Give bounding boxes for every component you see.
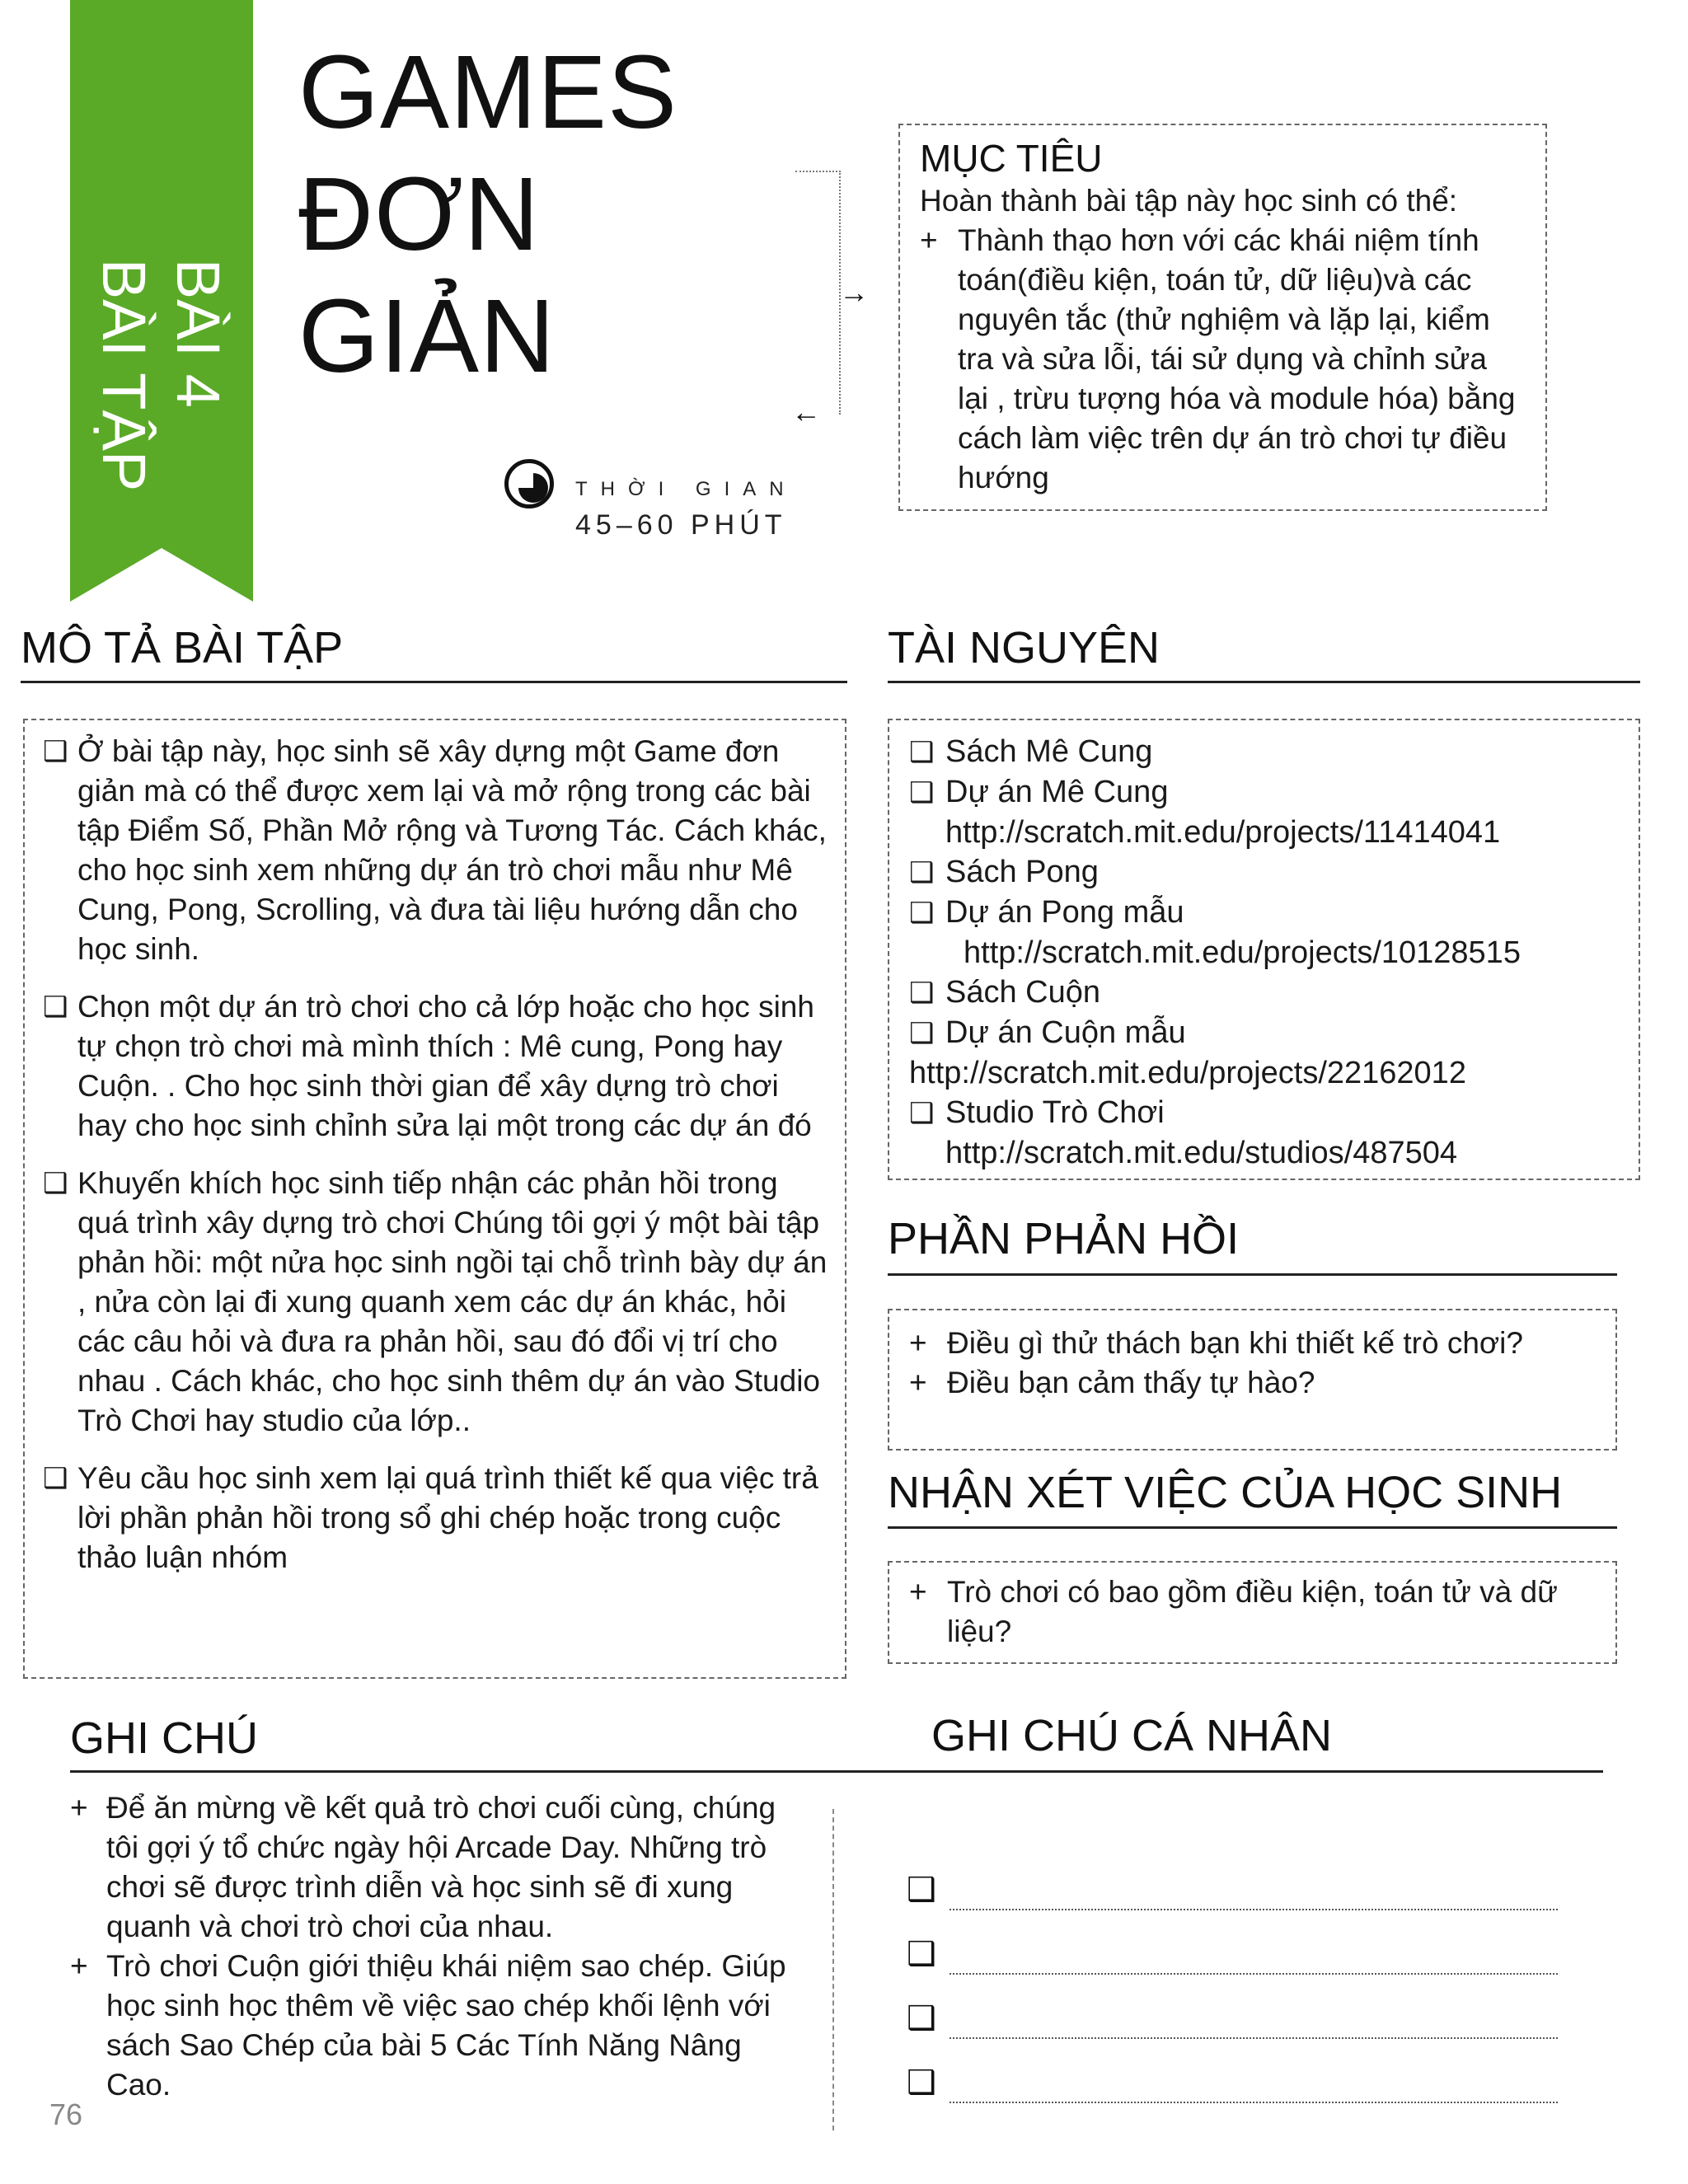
review-heading: NHẬN XÉT VIỆC CỦA HỌC SINH	[888, 1468, 1563, 1517]
note-text: Trò chơi Cuộn giới thiệu khái niệm sao chép. Giúp học sinh học thêm về việc sao chép khối lệnh với sách Sao Chép của bài 5 Các Tính Năng Nâng Cao.	[106, 1949, 786, 2102]
plus-marker: +	[909, 1366, 927, 1399]
plus-marker: +	[70, 1791, 88, 1825]
resource-link[interactable]: http://scratch.mit.edu/projects/11414041	[945, 815, 1501, 850]
objective-item	[920, 221, 1526, 498]
resource-item	[909, 772, 1619, 813]
arrow-left-icon: ←	[791, 395, 821, 429]
description-item	[43, 1164, 828, 1441]
note-item	[70, 1947, 795, 2105]
note-item	[70, 1788, 795, 1947]
personal-note-line[interactable]	[907, 2064, 1558, 2103]
personal-note-line[interactable]	[907, 1872, 1558, 1910]
description-item	[43, 1459, 828, 1577]
plus-marker: +	[920, 223, 938, 257]
banner-text	[87, 259, 235, 491]
resource-label: Dự án Mê Cung	[945, 775, 1169, 809]
review-item	[909, 1572, 1596, 1652]
personal-notes-heading: GHI CHÚ CÁ NHÂN	[931, 1711, 1333, 1760]
page-title	[298, 31, 678, 397]
description-text: Yêu cầu học sinh xem lại quá trình thiết kế qua việc trả lời phần phản hồi trong sổ ghi chép hoặc trong cuộc thảo luận nhóm	[77, 1461, 818, 1574]
checkbox-icon: ❑	[43, 736, 68, 767]
resource-label: Studio Trò Chơi	[945, 1095, 1165, 1130]
checkbox-icon[interactable]: ❑	[907, 2000, 936, 2036]
checkbox-icon: ❑	[909, 1018, 935, 1049]
objective-text: Thành thạo hơn với các khái niệm tính toán(điều kiện, toán tử, dữ liệu)và các nguyên tắc (thử nghiệm và lặp lại, kiểm tra và sửa lỗi, tái sử dụng và chỉnh sửa lại , trừu tượng hóa và module hóa) bằng cách làm việc trên dự án trò chơi tự điều hướng	[958, 223, 1516, 494]
plus-marker: +	[909, 1575, 927, 1609]
notes-divider	[832, 1809, 834, 2130]
resource-label: Dự án Cuộn mẫu	[945, 1015, 1186, 1050]
write-line	[950, 1909, 1558, 1910]
resources-box	[888, 719, 1640, 1180]
checkbox-icon[interactable]: ❑	[907, 2064, 936, 2101]
feedback-item	[909, 1363, 1596, 1403]
resources-heading: TÀI NGUYÊN	[888, 623, 1160, 673]
checkbox-icon: ❑	[43, 991, 68, 1023]
note-text: Để ăn mừng về kết quả trò chơi cuối cùng, chúng tôi gợi ý tổ chức ngày hội Arcade Day. Những trò chơi sẽ được trình diễn và học sinh sẽ đi xung quanh và chơi trò chơi của nhau.	[106, 1791, 776, 1943]
checkbox-icon[interactable]: ❑	[907, 1936, 936, 1972]
title-line-3: GIẢN	[298, 278, 556, 394]
resource-item	[909, 972, 1619, 1013]
resource-item	[909, 1013, 1619, 1053]
checkbox-icon: ❑	[909, 898, 935, 929]
checkbox-icon: ❑	[909, 737, 935, 768]
resource-link[interactable]: http://scratch.mit.edu/projects/22162012	[909, 1056, 1466, 1090]
description-text: Chọn một dự án trò chơi cho cả lớp hoặc cho học sinh tự chọn trò chơi mà mình thích : Mê cung, Pong hay Cuộn. . Cho học sinh thời gian để xây dựng trò chơi hay cho học sinh chỉnh sửa lại một trong các dự án đó	[77, 990, 814, 1142]
review-rule	[888, 1526, 1617, 1529]
time-label: THỜI GIAN	[575, 478, 797, 500]
feedback-text: Điều bạn cảm thấy tự hào?	[947, 1366, 1315, 1399]
resource-label: Dự án Pong mẫu	[945, 895, 1184, 930]
feedback-box	[888, 1309, 1617, 1451]
resource-link[interactable]: http://scratch.mit.edu/studios/487504	[945, 1136, 1458, 1170]
resource-link[interactable]: http://scratch.mit.edu/projects/10128515	[964, 935, 1521, 970]
resource-item	[909, 732, 1619, 772]
banner-lesson-number: BÀI 4	[164, 258, 232, 408]
checkbox-icon: ❑	[909, 857, 935, 888]
resource-label: Sách Mê Cung	[945, 734, 1153, 769]
page-number: 76	[49, 2097, 83, 2131]
notes-heading: GHI CHÚ	[70, 1713, 258, 1763]
feedback-rule	[888, 1273, 1617, 1276]
resource-label: Sách Cuộn	[945, 975, 1101, 1010]
notes-list	[70, 1788, 795, 2105]
notes-rule	[70, 1770, 1603, 1773]
time-value: 45–60 PHÚT	[575, 509, 787, 541]
banner-label: BÀI TẬP	[90, 258, 158, 492]
objectives-box	[898, 124, 1547, 511]
description-item	[43, 732, 828, 969]
write-line	[950, 2102, 1558, 2103]
arrow-right-icon: →	[839, 275, 869, 309]
description-box	[23, 719, 846, 1679]
checkbox-icon: ❑	[43, 1463, 68, 1494]
checkbox-icon: ❑	[909, 1098, 935, 1129]
feedback-text: Điều gì thử thách bạn khi thiết kế trò chơi?	[947, 1326, 1523, 1360]
checkbox-icon: ❑	[43, 1168, 68, 1199]
description-text: Ở bài tập này, học sinh sẽ xây dựng một Game đơn giản mà có thể được xem lại và mở rộng trong các bài tập Điểm Số, Phần Mở rộng và Tương Tác. Cách khác, cho học sinh xem những dự án trò chơi mẫu như Mê Cung, Pong, Scrolling, và đưa tài liệu hướng dẫn cho học sinh.	[77, 734, 827, 966]
plus-marker: +	[70, 1949, 88, 1983]
checkbox-icon[interactable]: ❑	[907, 1872, 936, 1908]
objectives-title: MỤC TIÊU	[920, 137, 1103, 180]
write-line	[950, 1973, 1558, 1975]
title-line-1: GAMES	[298, 34, 678, 150]
plus-marker: +	[909, 1326, 927, 1360]
description-heading: MÔ TẢ BÀI TẬP	[21, 623, 344, 673]
description-rule	[21, 681, 847, 683]
review-text: Trò chơi có bao gồm điều kiện, toán tử và dữ liệu?	[947, 1575, 1558, 1648]
resource-item	[909, 852, 1619, 893]
checkbox-icon: ❑	[909, 777, 935, 808]
description-item	[43, 987, 828, 1146]
checkbox-icon: ❑	[909, 977, 935, 1009]
review-box	[888, 1561, 1617, 1664]
resource-label: Sách Pong	[945, 855, 1099, 889]
feedback-heading: PHẦN PHẢN HỒI	[888, 1214, 1240, 1263]
bracket-connector	[795, 171, 841, 415]
resources-rule	[888, 681, 1640, 683]
personal-note-line[interactable]	[907, 2000, 1558, 2039]
title-line-2: ĐƠN	[298, 156, 541, 272]
clock-icon-fill	[518, 473, 548, 503]
description-text: Khuyến khích học sinh tiếp nhận các phản hồi trong quá trình xây dựng trò chơi Chúng tôi gợi ý một bài tập phản hồi: một nửa học sinh ngồi tại chỗ trình bày dự án , nửa còn lại đi xung quanh xem các dự án khác, hỏi các câu hỏi và đưa ra phản hồi, sau đó đổi vị trí cho nhau . Cách khác, cho học sinh thêm dự án vào Studio Trò Chơi hay studio của lớp..	[77, 1166, 828, 1437]
write-line	[950, 2037, 1558, 2039]
objectives-intro: Hoàn thành bài tập này học sinh có thể:	[920, 184, 1458, 218]
resource-item	[909, 1093, 1619, 1133]
resource-item	[909, 893, 1619, 933]
personal-note-line[interactable]	[907, 1936, 1558, 1975]
feedback-item	[909, 1324, 1596, 1363]
